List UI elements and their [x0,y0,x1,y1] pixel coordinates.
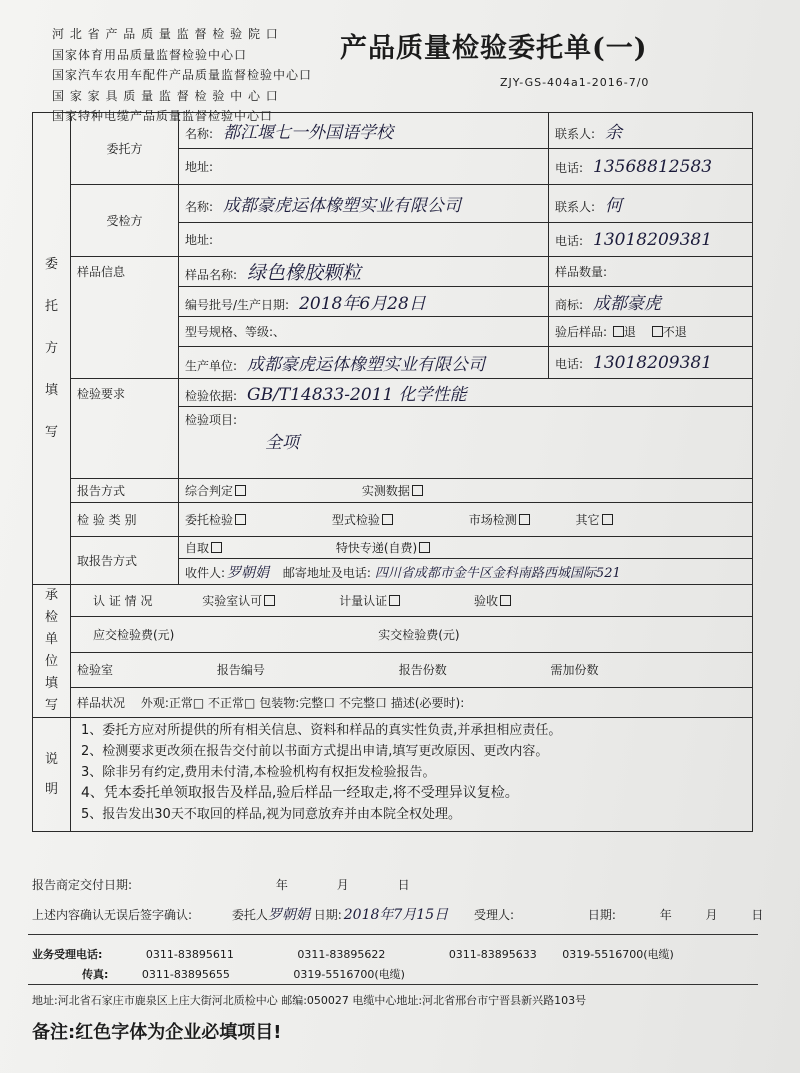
divider [28,984,758,985]
check-checkbox[interactable] [500,595,511,606]
pickup-label: 取报告方式 [71,537,179,585]
sample-maker-cell[interactable]: 生产单位: 成都豪虎运体橡塑实业有限公司 [179,347,549,379]
no-return-checkbox[interactable] [652,326,663,337]
category-options[interactable]: 委托检验 型式检验 市场检测 其它 [179,503,753,537]
pickup-options[interactable]: 自取 特快专递(自费) [179,537,753,559]
divider [28,934,758,935]
inspected-label: 受检方 [71,185,179,257]
client-address-cell[interactable]: 地址: [179,149,549,185]
inspected-phone-cell[interactable]: 电话: 13018209381 [549,223,753,257]
report-opt1-checkbox[interactable] [235,485,246,496]
delivery-row[interactable]: 报告商定交付日期: 年 月 日 [32,878,410,892]
client-phone-cell[interactable]: 电话: 13568812583 [549,149,753,185]
basis-cell[interactable]: 检验依据: GB/T14833-2011 化学性能 [179,379,753,407]
footer-remark: 备注:红色字体为企业必填项目! [32,1022,282,1043]
sample-return-cell[interactable]: 验后样品: 退 不退 [549,317,753,347]
lab-room-row[interactable]: 检验室 报告编号 报告份数 需加份数 [71,652,753,688]
express-checkbox[interactable] [419,542,430,553]
category-opt-checkbox[interactable] [519,514,530,525]
section-client-label: 委 托 方 填 写 [33,113,71,585]
notes-cell [71,718,753,832]
inspected-name-cell[interactable]: 名称: 成都豪虎运体橡塑实业有限公司 [179,185,549,223]
category-opt-checkbox[interactable] [602,514,613,525]
inspected-contact-cell[interactable]: 联系人: 何 [549,185,753,223]
report-options[interactable]: 综合判定 实测数据 [179,479,753,503]
footer-phones: 业务受理电话: 0311-83895611 0311-83895622 0311-83895633 0319-5516700(电缆) [32,948,674,961]
org-line[interactable]: 国 家 家 具 质 量 监 督 检 验 中 心 口 [52,88,279,103]
items-cell[interactable]: 检验项目: 全项 [179,407,753,479]
section-lab-label: 承 检 单 位 填 写 [33,585,71,718]
requirement-label: 检验要求 [71,379,179,479]
client-name-value: 都江堰七一外国语学校 [223,123,394,143]
sample-label: 样品信息 [71,257,179,379]
note-line: 1、委托方应对所提供的所有相关信息、资料和样品的真实性负责,并承担相应责任。 [81,723,562,738]
entrust-form-table [32,112,753,832]
note-line: 5、报告发出30天不取回的样品,视为同意放弃并由本院全权处理。 [81,807,461,822]
return-checkbox[interactable] [613,326,624,337]
org-line[interactable]: 国家汽车农用车配件产品质量监督检验中心口 [52,68,313,82]
client-contact-cell[interactable]: 联系人: 余 [549,113,753,149]
sample-condition-row[interactable]: 样品状况 外观:正常□ 不正常□ 包装物:完整口 不完整口 描述(必要时): [71,688,753,718]
sample-brand-cell[interactable]: 商标: 成都豪虎 [549,287,753,317]
sample-name-cell[interactable]: 样品名称: 绿色橡胶颗粒 [179,257,549,287]
note-line: 2、检测要求更改须在报告交付前以书面方式提出申请,填写更改原因、更改内容。 [81,744,549,759]
cert-row[interactable]: 认 证 情 况 实验室认可 计量认证 验收 [71,585,753,617]
footer-fax: 传真: 0311-83895655 0319-5516700(电缆) [82,968,405,981]
org-line[interactable]: 国家体育用品质量监督检验中心口 [52,47,248,62]
fee-row[interactable]: 应交检验费(元) 实交检验费(元) [71,616,753,652]
report-label: 报告方式 [71,479,179,503]
sample-model-cell[interactable]: 型号规格、等级:、 [179,317,549,347]
report-opt2-checkbox[interactable] [412,485,423,496]
category-opt-checkbox[interactable] [235,514,246,525]
section-notes-label: 说 明 [33,718,71,832]
client-name-cell[interactable]: 名称: 都江堰七一外国语学校 [179,113,549,149]
self-pickup-checkbox[interactable] [211,542,222,553]
sample-maker-phone-cell[interactable]: 电话: 13018209381 [549,347,753,379]
note-line: 3、除非另有约定,费用未付清,本检验机构有权拒发检验报告。 [81,765,436,780]
org-line[interactable]: 国家特种电缆产品质量监督检验中心口 [52,109,274,123]
lab-accred-checkbox[interactable] [264,595,275,606]
client-label: 委托方 [71,113,179,185]
form-code: ZJY-GS-404a1-2016-7/0 [500,76,650,89]
sample-batch-cell[interactable]: 编号批号/生产日期: 2018年6月28日 [179,287,549,317]
footer-address: 地址:河北省石家庄市鹿泉区上庄大街河北质检中心 邮编:050027 电缆中心地址:河北省邢台市宁晋县新兴路103号 [32,994,587,1007]
category-label: 检 验 类 别 [71,503,179,537]
inspected-address-cell[interactable]: 地址: [179,223,549,257]
confirm-row[interactable]: 上述内容确认无误后签字确认: 委托人罗朝娟 日期: 2018年7月15日 受理人: 日期: 年 月 日 [32,907,764,923]
org-line[interactable]: 河 北 省 产 品 质 量 监 督 检 验 院 口 [52,27,279,41]
note-line: 4、凭本委托单领取报告及样品,验后样品一经取走,将不受理异议复检。 [81,785,519,801]
form-title: 产品质量检验委托单(一) [340,33,648,64]
metrology-checkbox[interactable] [389,595,400,606]
category-opt-checkbox[interactable] [382,514,393,525]
sample-qty-cell[interactable]: 样品数量: [549,257,753,287]
pickup-address-cell[interactable]: 收件人: 罗朝娟 邮寄地址及电话: 四川省成都市金牛区金科南路西城国际521 [179,559,753,585]
